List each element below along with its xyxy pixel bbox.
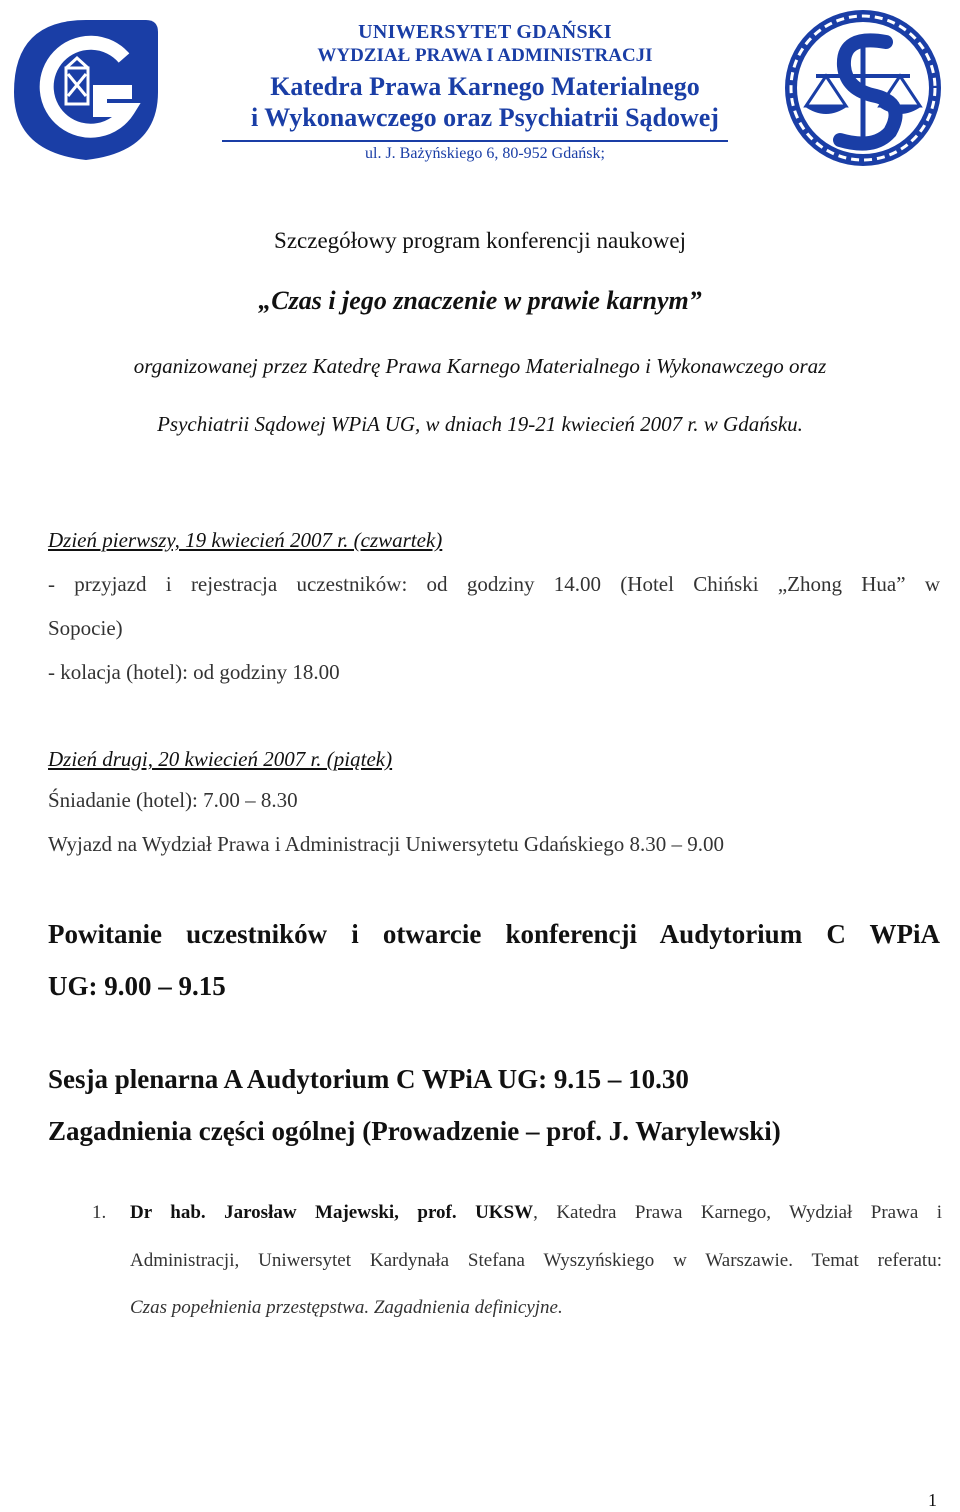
speaker-name: Dr hab. Jarosław Majewski, prof. UKSW	[130, 1202, 534, 1223]
organizer-line1: organizowanej przez Katedrę Prawa Karnego Materialnego i Wykonawczego oraz	[133, 354, 827, 378]
session-line2: Zagadnienia części ogólnej (Prowadzenie – prof. J. Warylewski)	[48, 1116, 781, 1146]
day2-breakfast: Śniadanie (hotel): 7.00 – 8.30	[48, 788, 298, 812]
program-title: Szczegółowy program konferencji naukowej	[274, 228, 686, 253]
day1-arrival-line2: Sopocie)	[48, 616, 123, 640]
chair-address: ul. J. Bażyńskiego 6, 80-952 Gdańsk;	[365, 145, 605, 162]
speaker-line1	[130, 1201, 942, 1225]
opening-line2: UG: 9.00 – 9.15	[48, 971, 226, 1001]
scales-seal-icon	[782, 4, 944, 172]
day1-heading: Dzień pierwszy, 19 kwiecień 2007 r. (czwartek)	[48, 528, 443, 552]
university-name: UNIWERSYTET GDAŃSKI	[358, 21, 612, 43]
session-line1: Sesja plenarna A Audytorium C WPiA UG: 9.15 – 10.30	[48, 1064, 689, 1094]
chair-name-line2: i Wykonawczego oraz Psychiatrii Sądowej	[251, 103, 719, 132]
speaker-number: 1.	[92, 1202, 107, 1223]
day2-departure: Wyjazd na Wydział Prawa i Administracji Uniwersytetu Gdańskiego 8.30 – 9.00	[48, 832, 724, 856]
chair-name-line1: Katedra Prawa Karnego Materialnego	[270, 72, 700, 101]
faculty-name: WYDZIAŁ PRAWA I ADMINISTRACJI	[317, 45, 653, 66]
ug-logo-icon	[8, 14, 164, 164]
conference-title: „Czas i jego znaczenie w prawie karnym”	[258, 286, 702, 315]
header-divider	[222, 140, 728, 142]
speaker-topic: Czas popełnienia przestępstwa. Zagadnienia definicyjne.	[130, 1297, 563, 1318]
speaker-affiliation-line1: , Katedra Prawa Karnego, Wydział Prawa i	[533, 1202, 942, 1223]
day1-dinner: - kolacja (hotel): od godziny 18.00	[48, 660, 340, 684]
organizer-line2: Psychiatrii Sądowej WPiA UG, w dniach 19-21 kwiecień 2007 r. w Gdańsku.	[157, 412, 803, 436]
opening-line1: Powitanie uczestników i otwarcie konferencji Audytorium C WPiA	[48, 919, 940, 949]
day1-arrival-line1: - przyjazd i rejestracja uczestników: od godziny 14.00 (Hotel Chiński „Zhong Hua” w	[48, 572, 940, 596]
day2-heading: Dzień drugi, 20 kwiecień 2007 r. (piątek)	[48, 747, 393, 771]
speaker-affiliation-line2: Administracji, Uniwersytet Kardynała Stefana Wyszyńskiego w Warszawie. Temat referatu:	[130, 1250, 942, 1271]
page-number: 1	[928, 1490, 937, 1510]
